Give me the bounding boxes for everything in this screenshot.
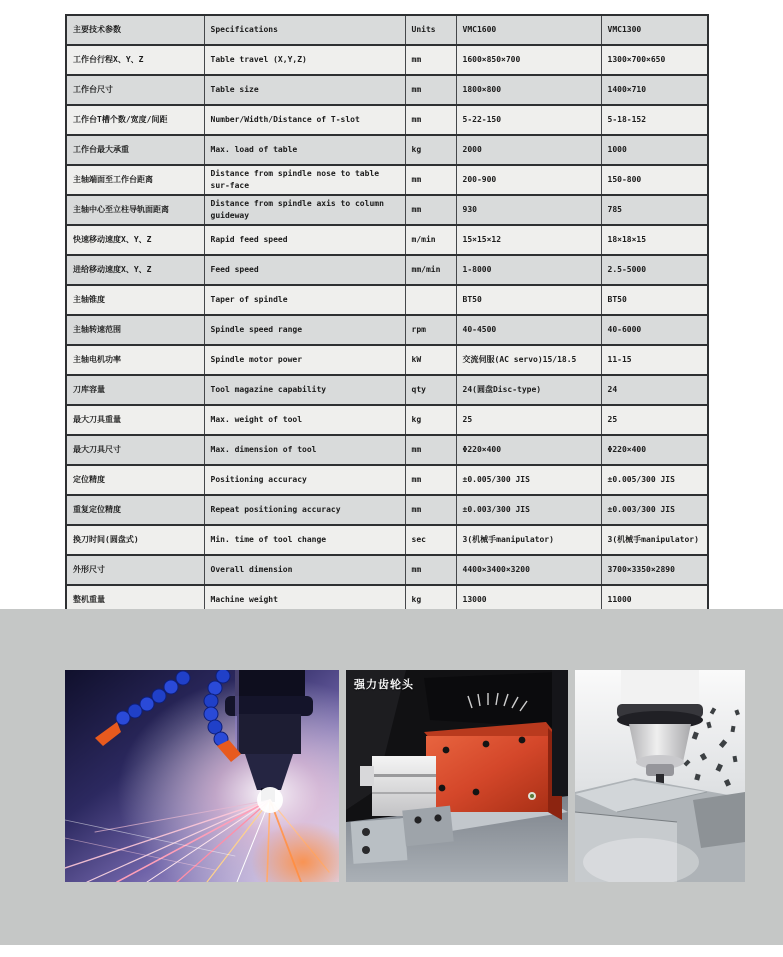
- cell-unit: mm: [405, 495, 456, 525]
- cell-spec-en: Min. time of tool change: [204, 525, 405, 555]
- cell-vmc1300-value: 5-18-152: [601, 105, 708, 135]
- cell-vmc1300-value: 1000: [601, 135, 708, 165]
- cell-unit: mm: [405, 465, 456, 495]
- cell-param-cn: 换刀时间(圆盘式): [66, 525, 204, 555]
- cell-param-cn: 最大刀具尺寸: [66, 435, 204, 465]
- table-row: [66, 375, 708, 405]
- milling-spindle-photo: [575, 670, 745, 882]
- header-specifications: Specifications: [204, 15, 405, 45]
- cell-spec-en: Repeat positioning accuracy: [204, 495, 405, 525]
- cell-unit: sec: [405, 525, 456, 555]
- cell-spec-en: Max. weight of tool: [204, 405, 405, 435]
- cell-spec-en: Table size: [204, 75, 405, 105]
- cell-param-cn: 外形尺寸: [66, 555, 204, 585]
- cell-vmc1300-value: 11000: [601, 585, 708, 615]
- cell-vmc1600-value: 930: [456, 195, 601, 225]
- cell-vmc1600-value: BT50: [456, 285, 601, 315]
- workpiece: [575, 778, 745, 882]
- cell-vmc1600-value: 1-8000: [456, 255, 601, 285]
- cell-unit: mm: [405, 45, 456, 75]
- cell-vmc1600-value: 1600×850×700: [456, 45, 601, 75]
- cell-param-cn: 主轴端面至工作台距离: [66, 165, 204, 195]
- cell-unit: mm: [405, 165, 456, 195]
- cell-vmc1600-value: 200-900: [456, 165, 601, 195]
- cell-unit: rpm: [405, 315, 456, 345]
- cell-spec-en: Distance from spindle nose to table sur-face: [204, 165, 405, 195]
- cell-vmc1300-value: ±0.003/300 JIS: [601, 495, 708, 525]
- cell-unit: qty: [405, 375, 456, 405]
- cell-param-cn: 工作台最大承重: [66, 135, 204, 165]
- table-row: [66, 435, 708, 465]
- cell-spec-en: Positioning accuracy: [204, 465, 405, 495]
- cell-param-cn: 主轴电机功率: [66, 345, 204, 375]
- table-row: [66, 195, 708, 225]
- cell-spec-en: Overall dimension: [204, 555, 405, 585]
- table-row: [66, 165, 708, 195]
- cell-vmc1300-value: 3(机械手manipulator): [601, 525, 708, 555]
- cell-vmc1300-value: 25: [601, 405, 708, 435]
- cell-vmc1300-value: 2.5-5000: [601, 255, 708, 285]
- cell-spec-en: Taper of spindle: [204, 285, 405, 315]
- cell-vmc1600-value: 40-4500: [456, 315, 601, 345]
- cell-vmc1300-value: Φ220×400: [601, 435, 708, 465]
- cell-vmc1600-value: 13000: [456, 585, 601, 615]
- motor-housing: [424, 672, 562, 728]
- cell-param-cn: 定位精度: [66, 465, 204, 495]
- cell-unit: kW: [405, 345, 456, 375]
- cell-unit: mm: [405, 105, 456, 135]
- spec-table: [65, 14, 709, 616]
- table-row: [66, 45, 708, 75]
- cell-vmc1600-value: 5-22-150: [456, 105, 601, 135]
- cell-vmc1600-value: Φ220×400: [456, 435, 601, 465]
- cell-param-cn: 重复定位精度: [66, 495, 204, 525]
- cell-vmc1600-value: 15×15×12: [456, 225, 601, 255]
- cell-unit: mm: [405, 555, 456, 585]
- cell-spec-en: Max. load of table: [204, 135, 405, 165]
- machining-sparks-photo: [65, 670, 339, 882]
- header-units: Units: [405, 15, 456, 45]
- cell-vmc1300-value: 785: [601, 195, 708, 225]
- cell-param-cn: 整机重量: [66, 585, 204, 615]
- cell-unit: kg: [405, 405, 456, 435]
- table-row: [66, 555, 708, 585]
- cell-spec-en: Spindle speed range: [204, 315, 405, 345]
- table-row: [66, 255, 708, 285]
- cell-vmc1600-value: 4400×3400×3200: [456, 555, 601, 585]
- table-row: [66, 315, 708, 345]
- cell-unit: mm: [405, 75, 456, 105]
- gear-head-block: [424, 722, 562, 820]
- table-row: [66, 345, 708, 375]
- table-row: [66, 75, 708, 105]
- table-row: [66, 285, 708, 315]
- cell-vmc1300-value: 11-15: [601, 345, 708, 375]
- cell-unit: mm: [405, 195, 456, 225]
- cell-vmc1600-value: 24(圆盘Disc-type): [456, 375, 601, 405]
- header-param-cn: 主要技术参数: [66, 15, 204, 45]
- machining-sparks-illustration: [65, 670, 339, 882]
- cell-vmc1300-value: 150-800: [601, 165, 708, 195]
- cell-param-cn: 主轴转速范围: [66, 315, 204, 345]
- cell-unit: kg: [405, 585, 456, 615]
- milling-spindle-illustration: [575, 670, 745, 882]
- cell-vmc1300-value: 3700×3350×2890: [601, 555, 708, 585]
- cell-spec-en: Max. dimension of tool: [204, 435, 405, 465]
- cell-param-cn: 工作台尺寸: [66, 75, 204, 105]
- table-row: [66, 525, 708, 555]
- cell-vmc1600-value: 3(机械手manipulator): [456, 525, 601, 555]
- table-row: [66, 405, 708, 435]
- gear-head-photo: [346, 670, 568, 882]
- cell-param-cn: 工作台T槽个数/宽度/间距: [66, 105, 204, 135]
- table-row: [66, 135, 708, 165]
- cell-param-cn: 主轴中心至立柱导轨面距离: [66, 195, 204, 225]
- table-row: [66, 495, 708, 525]
- gear-head-illustration: [346, 670, 568, 882]
- cell-vmc1300-value: ±0.005/300 JIS: [601, 465, 708, 495]
- table-header-row: [66, 15, 708, 45]
- cell-spec-en: Rapid feed speed: [204, 225, 405, 255]
- spec-table-rows: [66, 45, 708, 615]
- cell-vmc1300-value: 18×18×15: [601, 225, 708, 255]
- cell-unit: mm/min: [405, 255, 456, 285]
- cell-unit: [405, 285, 456, 315]
- cell-vmc1300-value: 1400×710: [601, 75, 708, 105]
- cell-unit: kg: [405, 135, 456, 165]
- header-model-vmc1600: VMC1600: [456, 15, 601, 45]
- cell-vmc1600-value: ±0.005/300 JIS: [456, 465, 601, 495]
- cell-vmc1600-value: 交流伺服(AC servo)15/18.5: [456, 345, 601, 375]
- cell-param-cn: 快速移动速度X、Y、Z: [66, 225, 204, 255]
- cell-vmc1300-value: 40-6000: [601, 315, 708, 345]
- cell-spec-en: Spindle motor power: [204, 345, 405, 375]
- table-row: [66, 105, 708, 135]
- cell-vmc1600-value: 1800×800: [456, 75, 601, 105]
- cell-unit: mm: [405, 435, 456, 465]
- cell-spec-en: Feed speed: [204, 255, 405, 285]
- cell-param-cn: 最大刀具重量: [66, 405, 204, 435]
- table-row: [66, 225, 708, 255]
- cell-vmc1600-value: 2000: [456, 135, 601, 165]
- cell-vmc1300-value: 24: [601, 375, 708, 405]
- table-row: [66, 465, 708, 495]
- cell-param-cn: 工作台行程X、Y、Z: [66, 45, 204, 75]
- cell-vmc1600-value: ±0.003/300 JIS: [456, 495, 601, 525]
- cell-spec-en: Machine weight: [204, 585, 405, 615]
- cell-spec-en: Table travel (X,Y,Z): [204, 45, 405, 75]
- header-model-vmc1300: VMC1300: [601, 15, 708, 45]
- cell-param-cn: 刀库容量: [66, 375, 204, 405]
- cell-vmc1300-value: BT50: [601, 285, 708, 315]
- cell-param-cn: 主轴锥度: [66, 285, 204, 315]
- cell-vmc1600-value: 25: [456, 405, 601, 435]
- cell-param-cn: 进给移动速度X、Y、Z: [66, 255, 204, 285]
- cell-unit: m/min: [405, 225, 456, 255]
- cell-spec-en: Tool magazine capability: [204, 375, 405, 405]
- cell-vmc1300-value: 1300×700×650: [601, 45, 708, 75]
- cell-spec-en: Distance from spindle axis to column guideway: [204, 195, 405, 225]
- cell-spec-en: Number/Width/Distance of T-slot: [204, 105, 405, 135]
- photo-caption-gear-head: 强力齿轮头: [354, 678, 414, 691]
